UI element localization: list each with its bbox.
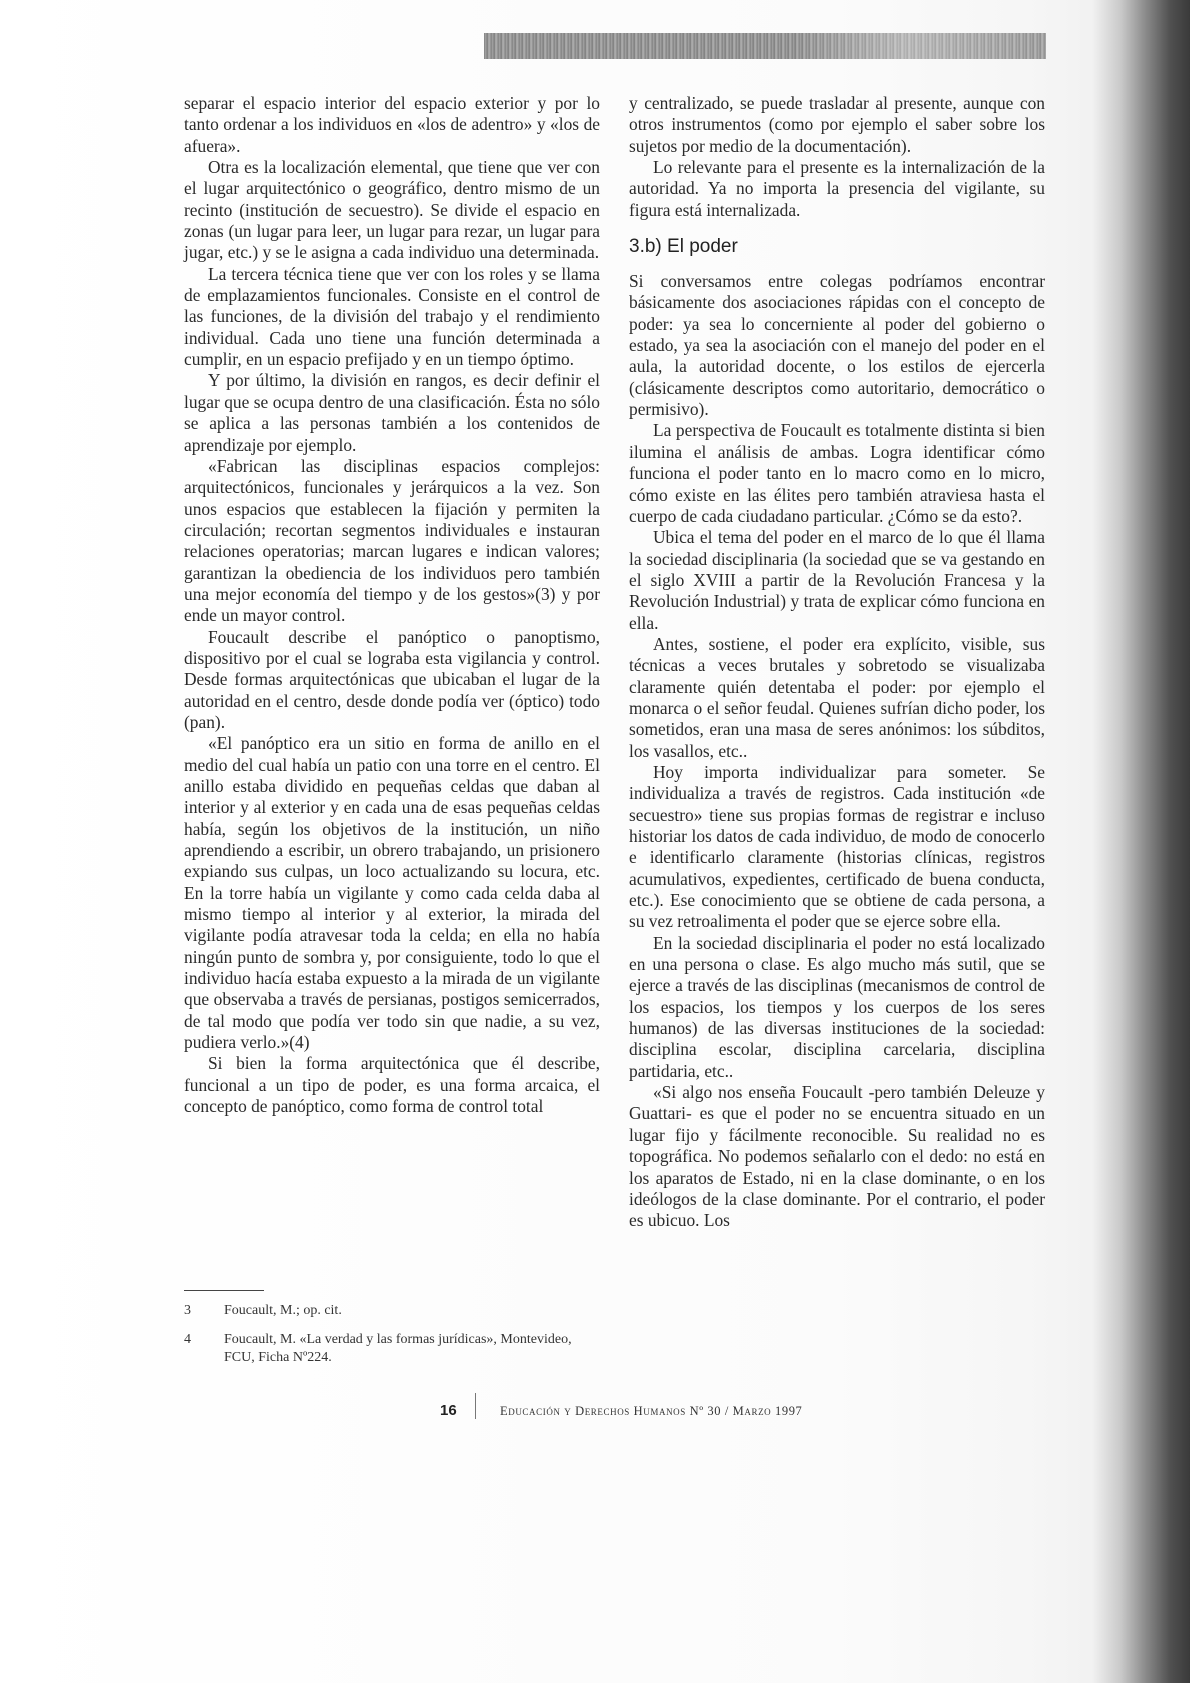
right-paragraph-2: Lo relevante para el presente es la internalización de la autoridad. Ya no importa la presencia del vigilante, su figura está internalizada. bbox=[629, 157, 1045, 220]
left-paragraph-5: Foucault describe el panóptico o panoptismo, dispositivo por el cual se lograba esta vigilancia y control. Desde formas arquitectónicas que ubicaban el lugar de la autoridad en el centro, desde donde podía ver (óptico) todo (pan). bbox=[184, 626, 600, 732]
right-quote: «Si algo nos enseña Foucault -pero también Deleuze y Guattari- es que el poder no se encuentra situado en un lugar fijo y fácilmente reconocible. Su realidad no es topográfica. No podemos señalarlo con el dedo: no está en los aparatos de Estado, ni en la clase dominante, o en los ideólogos de la clase dominante. Por el contrario, el poder es ubicuo. Los bbox=[629, 1082, 1045, 1231]
footnote bbox=[184, 1331, 600, 1367]
right-paragraph-1: y centralizado, se puede trasladar al presente, aunque con otros instrumentos (como por ejemplo el saber sobre los sujetos por medio de la documentación). bbox=[629, 93, 1045, 156]
footnote bbox=[184, 1302, 600, 1320]
footnote-number: 3 bbox=[184, 1303, 191, 1318]
left-quote-2: «El panóptico era un sitio en forma de anillo en el medio del cual había un patio con una torre en el centro. El anillo estaba dividido en pequeñas celdas que daban al interior y al exterior y en cada una de esas pequeñas celdas había, según los objetivos de la institución, un niño aprendiendo a escribir, un obrero trabajando, un prisionero expiando sus culpas, un loco actualizando su locura, etc. En la torre había un vigilante y como cada celda daba al mismo tiempo al interior y al exterior, la mirada del vigilante podía atravesar toda la celda; en ella no había ningún punto de sombra y, por consiguiente, todo lo que el individuo hacía estaba expuesto a la mirada de un vigilante que observaba a través de persianas, postigos semicerrados, de tal modo que podía ver todo sin que nadie, a su vez, pudiera verlo.»(4) bbox=[184, 733, 600, 1053]
left-paragraph-6: Si bien la forma arquitectónica que él describe, funcional a un tipo de poder, es una forma arcaica, el concepto de panóptico, como forma de control total bbox=[184, 1053, 600, 1117]
running-footer-title: Educación y Derechos Humanos Nº 30 / Marzo 1997 bbox=[500, 1404, 803, 1418]
right-paragraph-5: Ubica el tema del poder en el marco de lo que él llama la sociedad disciplinaria (la sociedad que se va gestando en el siglo XVIII a partir de la Revolución Francesa y la Revolución Industrial) y trata de explicar cómo funciona en ella. bbox=[629, 527, 1045, 633]
footnotes bbox=[184, 1302, 600, 1378]
page-number: 16 bbox=[440, 1402, 457, 1419]
footnote-rule bbox=[184, 1290, 264, 1291]
left-paragraph-3: La tercera técnica tiene que ver con los roles y se llama de emplazamientos funcionales. Consiste en el control de las funciones, de la división del trabajo y el rendimiento individual. Cada uno tiene una función determinada a cumplir, en un espacio prefijado y en un tiempo óptimo. bbox=[184, 263, 600, 370]
footer-separator bbox=[475, 1393, 476, 1419]
left-paragraph-1: separar el espacio interior del espacio exterior y por lo tanto ordenar a los individuos en «los de adentro» y «los de afuera». bbox=[184, 93, 600, 156]
footnote-number: 4 bbox=[184, 1332, 191, 1347]
right-paragraph-8: En la sociedad disciplinaria el poder no está localizado en una persona o clase. Es algo mucho más sutil, que se ejerce a través de las disciplinas (mecanismos de control de los espacios, los tiempos y los cuerpos de los seres humanos) de las diversas instituciones de la sociedad: disciplina escolar, disciplina carcelaria, disciplina partidaria, etc.. bbox=[629, 932, 1045, 1081]
footnote-text: Foucault, M.; op. cit. bbox=[224, 1303, 342, 1318]
header-gray-band bbox=[484, 33, 1046, 59]
right-paragraph-3: Si conversamos entre colegas podríamos encontrar básicamente dos asociaciones rápidas con el concepto de poder: ya sea lo concerniente al poder del gobierno o estado, ya sea la asociación con el manejo del poder en el aula, la autoridad docente, o los estilos de ejercerla (clásicamente descriptos como autoritario, democrático o permisivo). bbox=[629, 271, 1045, 420]
section-heading: 3.b) El poder bbox=[629, 236, 738, 258]
right-column bbox=[629, 93, 1045, 1232]
left-quote-1: «Fabrican las disciplinas espacios complejos: arquitectónicos, funcionales y jerárquicos a la vez. Son unos espacios que establecen la fijación y permiten la circulación; recortan segmentos individuales e instauran relaciones operatorias; marcan lugares e indican valores; garantizan la obediencia de los individuos pero también una mejor economía del tiempo y de los gestos»(3) y por ende un mayor control. bbox=[184, 455, 600, 626]
left-paragraph-4: Y por último, la división en rangos, es decir definir el lugar que se ocupa dentro de una clasificación. Ésta no sólo se aplica a las personas también a los contenidos de aprendizaje por ejemplo. bbox=[184, 370, 600, 455]
right-paragraph-6: Antes, sostiene, el poder era explícito, visible, sus técnicas a veces brutales y sobretodo se visualizaba claramente quién detentaba el poder: por ejemplo el monarca o el señor feudal. Quienes sufrían dicho poder, los sometidos, eran una masa de seres anónimos: los súbditos, los vasallos, etc.. bbox=[629, 633, 1045, 761]
right-paragraph-7: Hoy importa individualizar para someter. Se individualiza a través de registros. Cada institución «de secuestro» tiene sus propias formas de registrar e incluso historiar los datos de cada individuo, de modo de conocerlo e identificarlo claramente (historias clínicas, registros acumulativos, expedientes, certificado de buena conducta, etc.). Ese conocimiento que se obtiene de cada persona, a su vez retroalimenta el poder que se ejerce sobre ella. bbox=[629, 761, 1045, 932]
right-paragraph-4: La perspectiva de Foucault es totalmente distinta si bien ilumina el análisis de ambas. Logra identificar cómo funciona el poder tanto en lo macro como en lo micro, cómo existe en las élites pero también atraviesa hasta el cuerpo de cada ciudadano particular. ¿Cómo se da esto?. bbox=[629, 420, 1045, 526]
left-column bbox=[184, 93, 600, 1118]
left-paragraph-2: Otra es la localización elemental, que tiene que ver con el lugar arquitectónico o geográfico, dentro mismo de un recinto (institución de secuestro). Se divide el espacio en zonas (un lugar para leer, un lugar para rezar, un lugar para jugar, etc.) y se le asigna a cada individuo una determinada. bbox=[184, 157, 600, 263]
footnote-text: Foucault, M. «La verdad y las formas jurídicas», Montevideo, FCU, Ficha Nº224. bbox=[224, 1332, 572, 1365]
page-edge-shadow bbox=[1092, 0, 1190, 1683]
